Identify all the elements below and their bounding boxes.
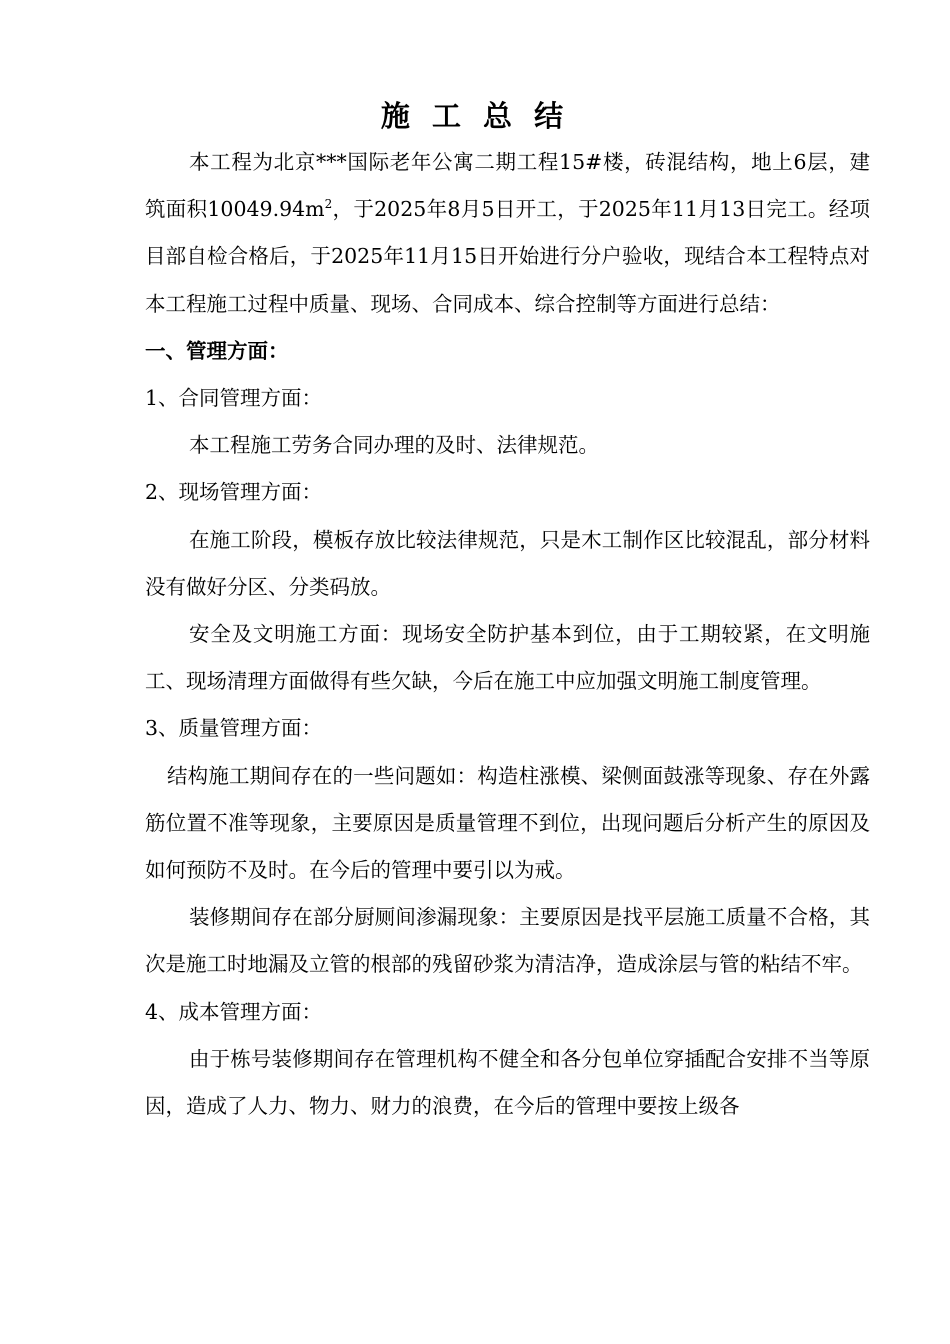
section-heading-management: 一、管理方面： (145, 338, 289, 363)
quality-paragraph-2: 装修期间存在部分厨厕间渗漏现象：主要原因是找平层施工质量不合格，其次是施工时地漏及立管的根部的残留砂浆为清洁净，造成涂层与管的粘结不牢。 (145, 905, 870, 977)
document-title: 施 工 总 结 (380, 99, 570, 133)
contract-paragraph: 本工程施工劳务合同办理的及时、法律规范。 (189, 433, 599, 458)
subsection-heading-cost: 4、成本管理方面： (145, 999, 323, 1024)
site-paragraph-1: 在施工阶段，模板存放比较法律规范，只是木工制作区比较混乱，部分材料没有做好分区、分类码放。 (145, 527, 870, 599)
cost-paragraph: 由于栋号装修期间存在管理机构不健全和各分包单位穿插配合安排不当等原因，造成了人力、物力、财力的浪费，在今后的管理中要按上级各 (145, 1046, 870, 1119)
intro-paragraph (145, 139, 870, 328)
subsection-heading-quality: 3、质量管理方面： (145, 716, 323, 741)
site-paragraph-2: 安全及文明施工方面：现场安全防护基本到位，由于工期较紧，在文明施工、现场清理方面做得有些欠缺，今后在施工中应加强文明施工制度管理。 (145, 622, 870, 694)
document-body (145, 139, 870, 1130)
quality-paragraph-1: 结构施工期间存在的一些问题如：构造柱涨模、梁侧面鼓涨等现象、存在外露筋位置不准等现象，主要原因是质量管理不到位，出现问题后分析产生的原因及如何预防不及时。在今后的管理中要引以为戒。 (145, 763, 870, 883)
intro-text-part2: ，于2025年8月5日开工，于2025年11月13日完工。经项目部自检合格后，于2025年11月15日开始进行分户验收，现结合本工程特点对本工程施工过程中质量、现场、合同成本、综合控制等方面进行总结： (145, 197, 870, 316)
subsection-heading-site: 2、现场管理方面： (145, 480, 323, 505)
intro-text-part1: 本工程为北京***国际老年公寓二期工程15#楼，砖混结构，地上6层，建筑面积10049.94m (145, 150, 870, 222)
area-unit-superscript: 2 (324, 197, 333, 212)
subsection-heading-contract: 1、合同管理方面： (145, 386, 323, 411)
